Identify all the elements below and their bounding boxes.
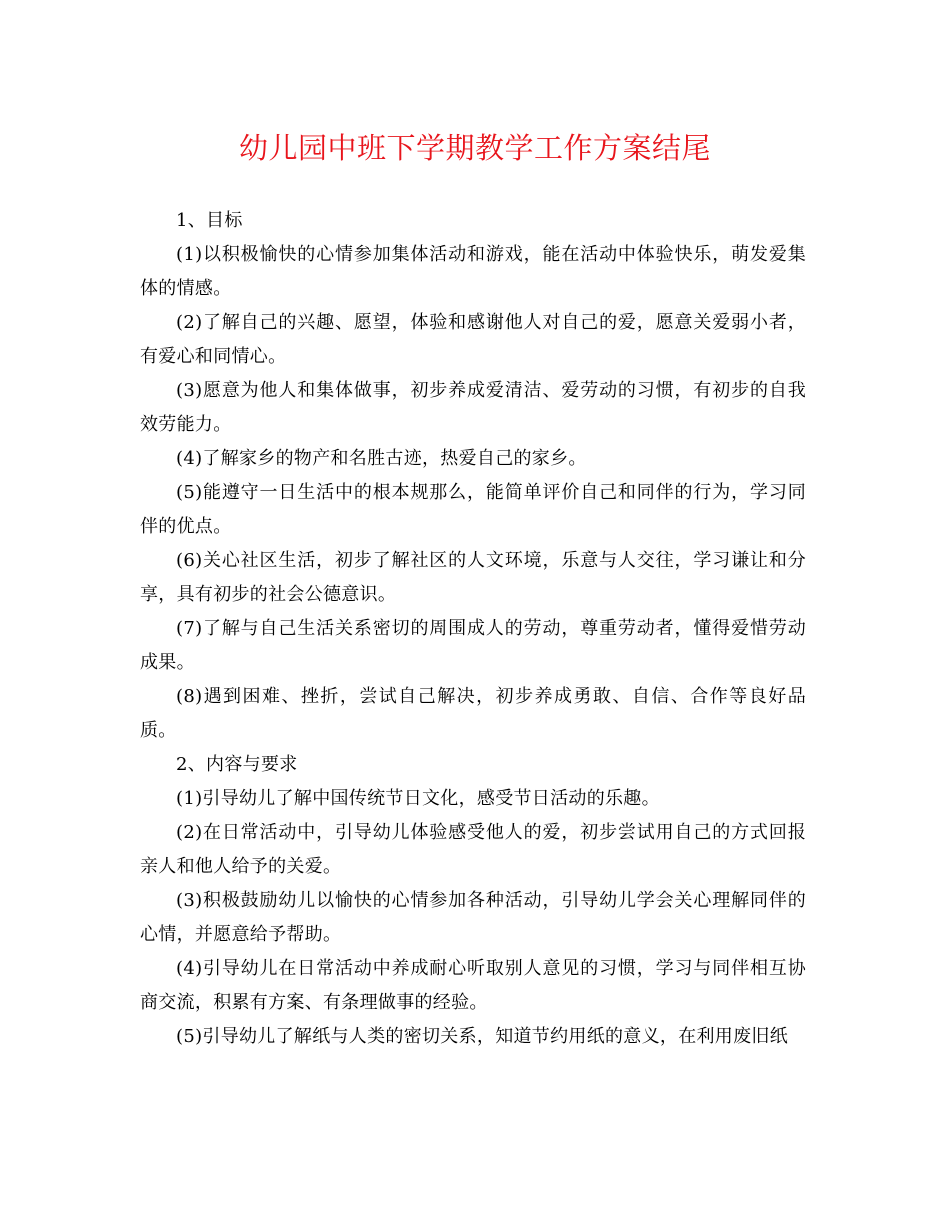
document-body: [140, 204, 806, 1054]
goal-item-1: (1)以积极愉快的心情参加集体活动和游戏，能在活动中体验快乐，萌发爱集体的情感。: [140, 244, 806, 299]
goal-item-5: (5)能遵守一日生活中的根本规那么，能简单评价自己和同伴的行为，学习同伴的优点。: [140, 482, 806, 537]
goal-item-8: (8)遇到困难、挫折，尝试自己解决，初步养成勇敢、自信、合作等良好品质。: [140, 686, 806, 741]
goal-item-3: (3)愿意为他人和集体做事，初步养成爱清洁、爱劳动的习惯，有初步的自我效劳能力。: [140, 380, 806, 435]
content-item-3: (3)积极鼓励幼儿以愉快的心情参加各种活动，引导幼儿学会关心理解同伴的心情，并愿意给予帮助。: [140, 890, 806, 945]
section-heading-content: 2、内容与要求: [176, 754, 298, 775]
goal-item-4: (4)了解家乡的物产和名胜古迹，热爱自己的家乡。: [176, 448, 587, 469]
content-item-1: (1)引导幼儿了解中国传统节日文化，感受节日活动的乐趣。: [176, 788, 660, 809]
goal-item-7: (7)了解与自己生活关系密切的周围成人的劳动，尊重劳动者，懂得爱惜劳动成果。: [140, 618, 806, 673]
goal-item-2: (2)了解自己的兴趣、愿望，体验和感谢他人对自己的爱，愿意关爱弱小者，有爱心和同情心。: [140, 312, 806, 367]
content-item-5: (5)引导幼儿了解纸与人类的密切关系，知道节约用纸的意义，在利用废旧纸: [176, 1026, 788, 1047]
document-title: 幼儿园中班下学期教学工作方案结尾: [238, 131, 711, 165]
section-heading-goals: 1、目标: [176, 210, 243, 231]
content-item-2: (2)在日常活动中，引导幼儿体验感受他人的爱，初步尝试用自己的方式回报亲人和他人给予的关爱。: [140, 822, 806, 877]
content-item-4: (4)引导幼儿在日常活动中养成耐心听取别人意见的习惯，学习与同伴相互协商交流，积累有方案、有条理做事的经验。: [140, 958, 806, 1013]
goal-item-6: (6)关心社区生活，初步了解社区的人文环境，乐意与人交往，学习谦让和分享，具有初步的社会公德意识。: [140, 550, 806, 605]
